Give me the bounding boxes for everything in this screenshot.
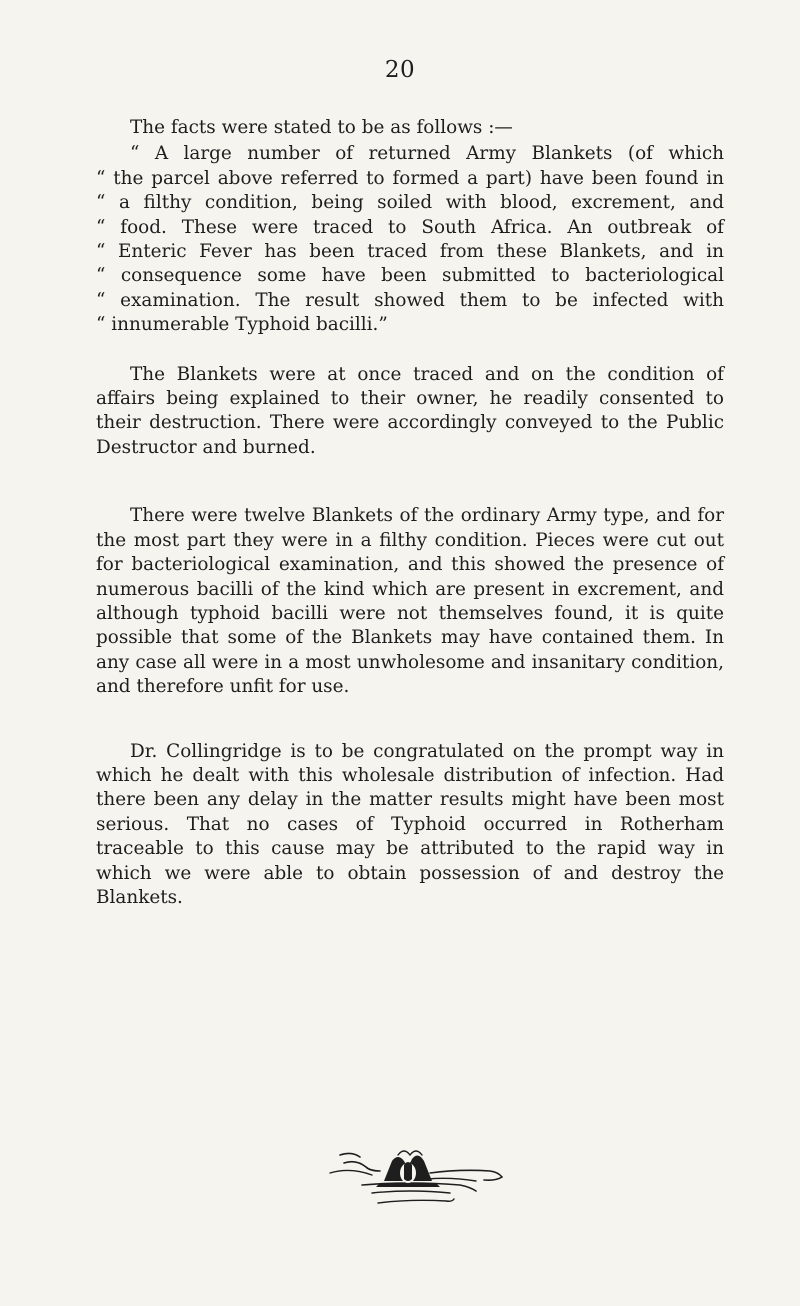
paragraph-blankets-traced: The Blankets were at once traced and on the condition of affairs being explained to their owner, he readily consented to their destruction. There were accordingly conveyed to the Public Destructor and burned. [96, 363, 724, 458]
quote-line: “ a filthy condition, being soiled with blood, excrement, and [96, 192, 724, 214]
quote-line: “ consequence some have been submitted to bacteriological [96, 265, 724, 287]
page-number: 20 [384, 57, 416, 83]
intro-line: The facts were stated to be as follows :— [130, 117, 513, 138]
quote-line: “ examination. The result showed them to be infected with [96, 289, 724, 311]
quote-line: “ innumerable Typhoid bacilli.” [96, 314, 388, 336]
quote-line: “ A large number of returned Army Blankets (of which [130, 143, 724, 165]
quote-line: “ food. These were traced to South Africa. An outbreak of [96, 216, 724, 238]
quote-line: “ the parcel above referred to formed a part) have been found in [96, 167, 724, 189]
quoted-statement [96, 142, 724, 337]
page-body [96, 116, 724, 910]
paragraph-blankets-description: There were twelve Blankets of the ordinary Army type, and for the most part they were in a filthy condition. Pieces were cut out for bacteriological examination, and this showed the presence of numerous bacilli of the kind which are present in excrement, and although typhoid bacilli were not themselves found, it is quite possible that some of the Blankets may have contained them. In any case all were in a most unwholesome and insanitary condition, and therefore unfit for use. [96, 505, 724, 698]
printers-ornament-icon [300, 1147, 520, 1209]
paragraph-congratulation: Dr. Collingridge is to be congratulated on the prompt way in which he dealt with this wholesale distribution of infection. Had there been any delay in the matter results might have been most serious. That no cases of Typhoid occurred in Rotherham traceable to this cause may be attributed to the rapid way in which we were able to obtain possession of and destroy the Blankets. [96, 740, 724, 908]
quote-line: “ Enteric Fever has been traced from these Blankets, and in [96, 241, 724, 263]
